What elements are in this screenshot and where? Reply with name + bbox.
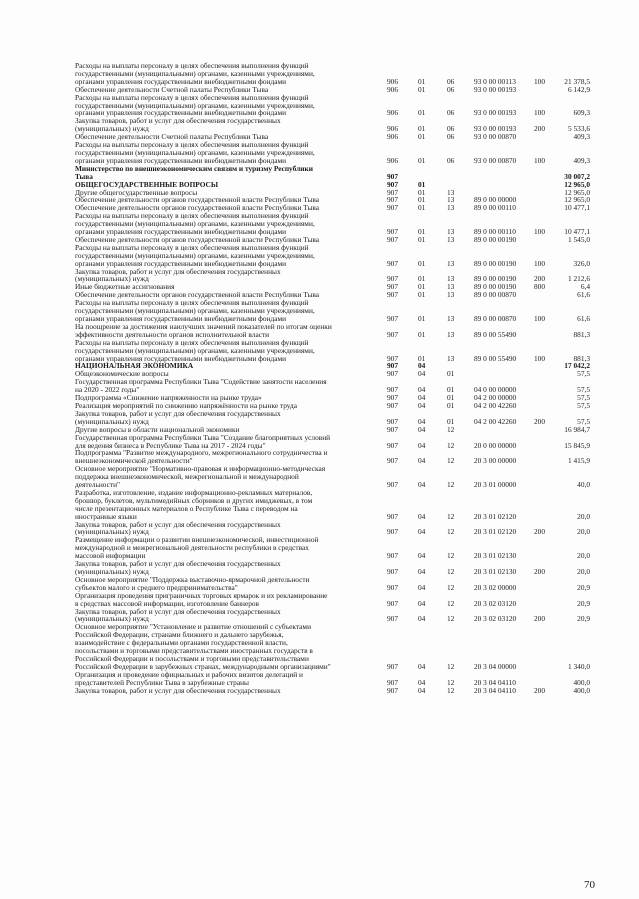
- table-row: [0, 465, 639, 489]
- amount: 326,0: [573, 258, 590, 268]
- ministry-code: 907: [387, 416, 399, 426]
- ministry-code: 906: [387, 108, 399, 118]
- table-row: [0, 339, 639, 363]
- table-row: [0, 489, 639, 521]
- section-code: 04: [418, 400, 426, 410]
- row-description: Расходы на выплаты персоналу в целях обеспечения выполнения функций государственными (муниципальными) органами, казенными учреждениями, органами управления государственными внебюджетными фондами: [75, 140, 315, 165]
- section-code: 01: [418, 76, 426, 86]
- target-article-code: 89 0 00 00190: [474, 274, 517, 284]
- section-code: 01: [418, 234, 426, 244]
- subsection-code: 12: [447, 685, 455, 695]
- section-code: 04: [418, 424, 426, 434]
- expense-type-code: 200: [534, 685, 546, 695]
- amount: 5 533,6: [567, 124, 590, 134]
- amount: 15 845,9: [564, 440, 590, 450]
- section-code: 04: [418, 416, 426, 426]
- subsection-code: 13: [447, 203, 455, 213]
- target-article-code: 20 3 02 03120: [474, 614, 517, 624]
- row-description: Организация проведения приграничных торговых ярмарок и их рекламирование в средствах массовой информации, изготовление баннеров: [75, 590, 328, 608]
- amount: 12 965,0: [564, 179, 590, 189]
- table-row: [0, 592, 639, 608]
- target-article-code: 89 0 00 00190: [474, 282, 517, 292]
- expense-type-code: 800: [534, 282, 546, 292]
- subsection-code: 13: [447, 314, 455, 323]
- section-code: 01: [418, 329, 426, 339]
- target-article-code: 20 3 04 04110: [474, 685, 516, 695]
- amount: 30 007,2: [564, 171, 590, 181]
- subsection-code: 01: [447, 393, 455, 403]
- subsection-code: 13: [447, 258, 455, 268]
- row-description: Расходы на выплаты персоналу в целях обеспечения выполнения функций государственными (муниципальными) органами, казенными учреждениями, органами управления государственными внебюджетными фондами: [75, 211, 315, 237]
- table-row: [0, 117, 639, 133]
- amount: 10 477,1: [564, 227, 590, 237]
- row-description: Обеспечение деятельности органов государственной власти Республики Тыва: [75, 234, 320, 244]
- expense-type-code: 200: [534, 567, 546, 576]
- table-row: [0, 212, 639, 236]
- subsection-code: 06: [447, 132, 455, 142]
- row-description: Закупка товаров, работ и услуг для обеспечения государственных (муниципальных) нужд: [75, 266, 281, 284]
- amount: 61,6: [577, 290, 590, 300]
- expense-type-code: 100: [534, 108, 546, 118]
- amount: 20,0: [577, 567, 590, 576]
- subsection-code: 12: [447, 582, 455, 592]
- ministry-code: 907: [387, 187, 399, 197]
- row-description: Обеспечение деятельности Счетной палаты Республики Тыва: [75, 84, 269, 94]
- target-article-code: 20 3 04 00000: [474, 661, 517, 671]
- section-code: 04: [418, 527, 426, 537]
- section-code: 04: [418, 385, 426, 395]
- amount: 6,4: [580, 282, 590, 292]
- section-code: 01: [418, 314, 426, 323]
- subsection-code: 13: [447, 234, 455, 244]
- row-description: Другие общегосударственные вопросы: [75, 187, 198, 197]
- ministry-code: 907: [387, 195, 399, 205]
- amount: 1 415,9: [567, 456, 590, 466]
- subsection-code: 12: [447, 511, 455, 521]
- section-code: 04: [418, 551, 426, 561]
- amount: 20,0: [577, 527, 590, 537]
- row-description: Закупка товаров, работ и услуг для обеспечения государственных (муниципальных) нужд: [75, 116, 281, 134]
- subsection-code: 13: [447, 227, 455, 237]
- subsection-code: 13: [447, 187, 455, 197]
- row-description: Расходы на выплаты персоналу в целях обеспечения выполнения функций государственными (муниципальными) органами, казенными учреждениями, органами управления государственными внебюджетными фондами: [75, 92, 315, 118]
- row-description: Общеэкономические вопросы: [75, 369, 169, 379]
- section-code: 01: [418, 132, 426, 142]
- subsection-code: 12: [447, 614, 455, 624]
- amount: 20,9: [577, 614, 590, 624]
- row-description: Государственная программа Республики Тыва "Создание благоприятных условий для ведения бизнеса в Республике Тыва на 2017 - 2024 годы": [75, 432, 331, 450]
- ministry-code: 907: [387, 424, 399, 434]
- target-article-code: 93 0 00 00193: [474, 108, 517, 118]
- section-code: 01: [418, 227, 426, 237]
- target-article-code: 93 0 00 00113: [474, 76, 516, 86]
- expense-type-code: 100: [534, 258, 546, 268]
- target-article-code: 20 0 00 00000: [474, 440, 517, 450]
- section-code: 04: [418, 480, 426, 490]
- expense-type-code: 100: [534, 314, 546, 323]
- row-description: Подпрограмма "Развитие международного, межрегионального сотрудничества и внешнеэкономической деятельности": [75, 448, 328, 466]
- subsection-code: 12: [447, 661, 455, 671]
- amount: 57,5: [577, 385, 590, 395]
- row-description: Расходы на выплаты персоналу в целях обеспечения выполнения функций государственными (муниципальными) органами, казенными учреждениями, органами управления государственными внебюджетными фондами: [75, 242, 315, 268]
- section-code: 04: [418, 598, 426, 608]
- row-description: Основное мероприятие "Установление и развитие отношений с субъектами Российской Федерации, странами ближнего и дальнего зарубежья, взаимодействие с федеральными органами государственной власти, посольствами и торговыми представительствами иностранных государств в Российской Федерации и посольствами и торговыми представительствами Российской Федерации в зарубежных странах, международными организациями": [75, 622, 331, 671]
- amount: 881,3: [573, 329, 590, 339]
- section-code: 01: [418, 195, 426, 205]
- row-description: Обеспечение деятельности органов государственной власти Республики Тыва: [75, 290, 320, 300]
- amount: 57,5: [577, 369, 590, 379]
- ministry-code: 907: [387, 567, 399, 576]
- expense-type-code: 200: [534, 527, 546, 537]
- amount: 1 212,6: [567, 274, 590, 284]
- amount: 409,3: [573, 155, 590, 165]
- subsection-code: 12: [447, 456, 455, 466]
- amount: 12 965,0: [564, 195, 590, 205]
- amount: 61,6: [577, 314, 590, 323]
- ministry-code: 907: [387, 598, 399, 608]
- amount: 10 477,1: [564, 203, 590, 213]
- subsection-code: 13: [447, 329, 455, 339]
- ministry-code: 907: [387, 440, 399, 450]
- target-article-code: 20 3 01 00000: [474, 480, 517, 490]
- ministry-code: 907: [387, 369, 399, 379]
- row-description: ОБЩЕГОСУДАРСТВЕННЫЕ ВОПРОСЫ: [75, 179, 219, 189]
- target-article-code: 04 2 00 42260: [474, 416, 517, 426]
- subsection-code: 06: [447, 124, 455, 134]
- ministry-code: 907: [387, 511, 399, 521]
- amount: 20,0: [577, 511, 590, 521]
- target-article-code: 93 0 00 00870: [474, 132, 517, 142]
- ministry-code: 907: [387, 527, 399, 537]
- row-description: Министерство по внешнеэкономическим связям и туризму Республики Тыва: [75, 163, 313, 181]
- ministry-code: 907: [387, 203, 399, 213]
- page-number: 70: [584, 879, 595, 891]
- target-article-code: 89 0 00 55490: [474, 353, 517, 363]
- ministry-code: 906: [387, 76, 399, 86]
- ministry-code: 907: [387, 274, 399, 284]
- ministry-code: 907: [387, 582, 399, 592]
- target-article-code: 20 3 00 00000: [474, 456, 517, 466]
- subsection-code: 12: [447, 567, 455, 576]
- section-code: 01: [418, 203, 426, 213]
- ministry-code: 907: [387, 551, 399, 561]
- expense-type-code: 100: [534, 155, 546, 165]
- row-description: Расходы на выплаты персоналу в целях обеспечения выполнения функций государственными (муниципальными) органами, казенными учреждениями, органами управления государственными внебюджетными фондами: [75, 298, 315, 323]
- target-article-code: 93 0 00 00193: [474, 124, 517, 134]
- table-row: [0, 434, 639, 450]
- subsection-code: 06: [447, 76, 455, 86]
- table-row: [0, 62, 639, 86]
- row-description: Размещение информации о развитии внешнеэкономической, инвестиционной международной и межрегиональной деятельности республики в средствах массовой информации: [75, 535, 319, 561]
- ministry-code: 907: [387, 393, 399, 403]
- section-code: 04: [418, 393, 426, 403]
- expense-type-code: 200: [534, 124, 546, 134]
- table-row: [0, 536, 639, 560]
- row-description: Основное мероприятие "Нормативно-правовая и информационно-методическая поддержка внешнеэкономической, межрегиональной и международной деятельности": [75, 464, 326, 490]
- ministry-code: 907: [387, 179, 399, 189]
- target-article-code: 20 3 01 02120: [474, 511, 517, 521]
- row-description: Закупка товаров, работ и услуг для обеспечения государственных: [75, 685, 281, 695]
- section-code: 04: [418, 582, 426, 592]
- amount: 21 378,5: [564, 76, 590, 86]
- row-description: Закупка товаров, работ и услуг для обеспечения государственных (муниципальных) нужд: [75, 606, 281, 624]
- table-row: [0, 576, 639, 592]
- ministry-code: 907: [387, 314, 399, 323]
- ministry-code: 907: [387, 480, 399, 490]
- amount: 609,3: [573, 108, 590, 118]
- target-article-code: 04 2 00 00000: [474, 393, 517, 403]
- row-description: НАЦИОНАЛЬНАЯ ЭКОНОМИКА: [75, 361, 194, 371]
- ministry-code: 906: [387, 132, 399, 142]
- section-code: 04: [418, 661, 426, 671]
- ministry-code: 907: [387, 677, 399, 687]
- ministry-code: 907: [387, 282, 399, 292]
- target-article-code: 89 0 00 00190: [474, 258, 517, 268]
- subsection-code: 06: [447, 108, 455, 118]
- target-article-code: 20 3 01 02120: [474, 527, 517, 537]
- row-description: Разработка, изготовление, издание информационно-рекламных материалов, брошюр, буклетов, мультимедийных сборников и других имиджевых, в том числе презентационных материалов о Республике Тыва с переводом на иностранные языки: [75, 487, 313, 521]
- table-row: [0, 521, 639, 537]
- target-article-code: 93 0 00 00870: [474, 155, 517, 165]
- section-code: 01: [418, 290, 426, 300]
- section-code: 04: [418, 614, 426, 624]
- ministry-code: 906: [387, 124, 399, 134]
- amount: 40,0: [577, 480, 590, 490]
- ministry-code: 907: [387, 258, 399, 268]
- target-article-code: 89 0 00 00110: [474, 227, 516, 237]
- row-description: Обеспечение деятельности органов государственной власти Республики Тыва: [75, 195, 320, 205]
- expense-type-code: 200: [534, 416, 546, 426]
- section-code: 01: [418, 84, 426, 94]
- target-article-code: 20 3 01 02130: [474, 551, 517, 561]
- subsection-code: 12: [447, 527, 455, 537]
- section-code: 04: [418, 440, 426, 450]
- section-code: 04: [418, 369, 426, 379]
- table-row: [0, 687, 639, 695]
- section-code: 01: [418, 274, 426, 284]
- amount: 57,5: [577, 416, 590, 426]
- subsection-code: 12: [447, 551, 455, 561]
- section-code: 01: [418, 179, 426, 189]
- table-row: [0, 378, 639, 394]
- subsection-code: 01: [447, 385, 455, 395]
- ministry-code: 907: [387, 353, 399, 363]
- row-description: Государственная программа Республики Тыва "Содействие занятости населения на 2020 - 2022 годы": [75, 377, 327, 395]
- row-description: Другие вопросы в области национальной экономики: [75, 424, 240, 434]
- section-code: 04: [418, 567, 426, 576]
- section-code: 04: [418, 511, 426, 521]
- subsection-code: 12: [447, 677, 455, 687]
- target-article-code: 89 0 00 00870: [474, 314, 517, 323]
- ministry-code: 907: [387, 385, 399, 395]
- ministry-code: 906: [387, 155, 399, 165]
- target-article-code: 93 0 00 00193: [474, 84, 517, 94]
- table-row: [0, 323, 639, 339]
- subsection-code: 01: [447, 400, 455, 410]
- target-article-code: 89 0 00 00190: [474, 234, 517, 244]
- table-row: [0, 165, 639, 181]
- row-description: Закупка товаров, работ и услуг для обеспечения государственных (муниципальных) нужд: [75, 408, 281, 426]
- target-article-code: 89 0 00 00870: [474, 290, 517, 300]
- target-article-code: 20 3 01 02130: [474, 567, 517, 576]
- table-row: [0, 560, 639, 576]
- table-row: [0, 94, 639, 118]
- expense-type-code: 200: [534, 274, 546, 284]
- subsection-code: 06: [447, 155, 455, 165]
- subsection-code: 12: [447, 598, 455, 608]
- ministry-code: 907: [387, 234, 399, 244]
- amount: 881,3: [573, 353, 590, 363]
- section-code: 01: [418, 155, 426, 165]
- row-description: Закупка товаров, работ и услуг для обеспечения государственных (муниципальных) нужд: [75, 559, 281, 576]
- ministry-code: 907: [387, 456, 399, 466]
- row-description: Расходы на выплаты персоналу в целях обеспечения выполнения функций государственными (муниципальными) органами, казенными учреждениями, органами управления государственными внебюджетными фондами: [75, 61, 315, 86]
- amount: 409,3: [573, 132, 590, 142]
- section-code: 01: [418, 282, 426, 292]
- ministry-code: 907: [387, 329, 399, 339]
- ministry-code: 907: [387, 227, 399, 237]
- subsection-code: 06: [447, 84, 455, 94]
- subsection-code: 12: [447, 480, 455, 490]
- budget-table: [0, 62, 639, 695]
- row-description: Организация и проведение официальных и рабочих визитов делегаций и представителей Республики Тыва в зарубежные страны: [75, 669, 303, 687]
- target-article-code: 20 3 02 00000: [474, 582, 517, 592]
- ministry-code: 907: [387, 661, 399, 671]
- amount: 20,0: [577, 551, 590, 561]
- amount: 1 340,0: [567, 661, 590, 671]
- section-code: 01: [418, 124, 426, 134]
- row-description: Подпрограмма «Снижение напряженности на рынке труда»: [75, 393, 262, 403]
- row-description: Обеспечение деятельности органов государственной власти Республики Тыва: [75, 203, 320, 213]
- subsection-code: 01: [447, 369, 455, 379]
- row-description: Обеспечение деятельности Счетной палаты Республики Тыва: [75, 132, 269, 142]
- amount: 16 984,7: [564, 424, 590, 434]
- amount: 17 042,2: [564, 361, 590, 371]
- subsection-code: 13: [447, 195, 455, 205]
- amount: 57,5: [577, 393, 590, 403]
- table-row: [0, 623, 639, 670]
- table-row: [0, 449, 639, 465]
- table-row: [0, 608, 639, 624]
- ministry-code: 907: [387, 361, 399, 371]
- row-description: Реализация мероприятий по снижению напряжённости на рынке труда: [75, 400, 298, 410]
- row-description: Расходы на выплаты персоналу в целях обеспечения выполнения функций государственными (муниципальными) органами, казенными учреждениями, органами управления государственными внебюджетными фондами: [75, 337, 315, 363]
- amount: 20,9: [577, 598, 590, 608]
- table-row: [0, 299, 639, 323]
- table-row: [0, 141, 639, 165]
- amount: 57,5: [577, 400, 590, 410]
- subsection-code: 12: [447, 440, 455, 450]
- target-article-code: 89 0 00 00000: [474, 195, 517, 205]
- row-description: Основное мероприятие "Поддержка выставочно-ярмарочной деятельности субъектов малого и среднего предпринимательства": [75, 574, 310, 592]
- subsection-code: 13: [447, 290, 455, 300]
- ministry-code: 907: [387, 400, 399, 410]
- ministry-code: 907: [387, 685, 399, 695]
- ministry-code: 907: [387, 171, 399, 181]
- target-article-code: 20 3 04 04110: [474, 677, 516, 687]
- amount: 400,0: [573, 685, 590, 695]
- section-code: 04: [418, 677, 426, 687]
- section-code: 01: [418, 258, 426, 268]
- table-row: [0, 671, 639, 687]
- ministry-code: 907: [387, 290, 399, 300]
- section-code: 04: [418, 361, 426, 371]
- expense-type-code: 100: [534, 353, 546, 363]
- expense-type-code: 100: [534, 227, 546, 237]
- section-code: 01: [418, 187, 426, 197]
- subsection-code: 13: [447, 282, 455, 292]
- target-article-code: 89 0 00 55490: [474, 329, 517, 339]
- target-article-code: 04 0 00 00000: [474, 385, 517, 395]
- ministry-code: 907: [387, 614, 399, 624]
- section-code: 01: [418, 353, 426, 363]
- table-row: [0, 268, 639, 284]
- section-code: 04: [418, 685, 426, 695]
- subsection-code: 13: [447, 353, 455, 363]
- expense-type-code: 200: [534, 614, 546, 624]
- target-article-code: 20 3 02 03120: [474, 598, 517, 608]
- amount: 1 545,0: [567, 234, 590, 244]
- section-code: 01: [418, 108, 426, 118]
- amount: 20,9: [577, 582, 590, 592]
- row-description: Иные бюджетные ассигнования: [75, 282, 175, 292]
- table-row: [0, 244, 639, 268]
- table-row: [0, 410, 639, 426]
- amount: 12 965,0: [564, 187, 590, 197]
- amount: 6 142,9: [567, 84, 590, 94]
- section-code: 04: [418, 456, 426, 466]
- target-article-code: 89 0 00 00110: [474, 203, 516, 213]
- expense-type-code: 100: [534, 76, 546, 86]
- amount: 400,0: [573, 677, 590, 687]
- subsection-code: 13: [447, 274, 455, 284]
- ministry-code: 906: [387, 84, 399, 94]
- row-description: На поощрение за достижения наилучших значений показателей по итогам оценки эффективности деятельности органов исполнительной власти: [75, 321, 332, 339]
- target-article-code: 04 2 00 42260: [474, 400, 517, 410]
- row-description: Закупка товаров, работ и услуг для обеспечения государственных (муниципальных) нужд: [75, 519, 281, 537]
- subsection-code: 01: [447, 416, 455, 426]
- subsection-code: 12: [447, 424, 455, 434]
